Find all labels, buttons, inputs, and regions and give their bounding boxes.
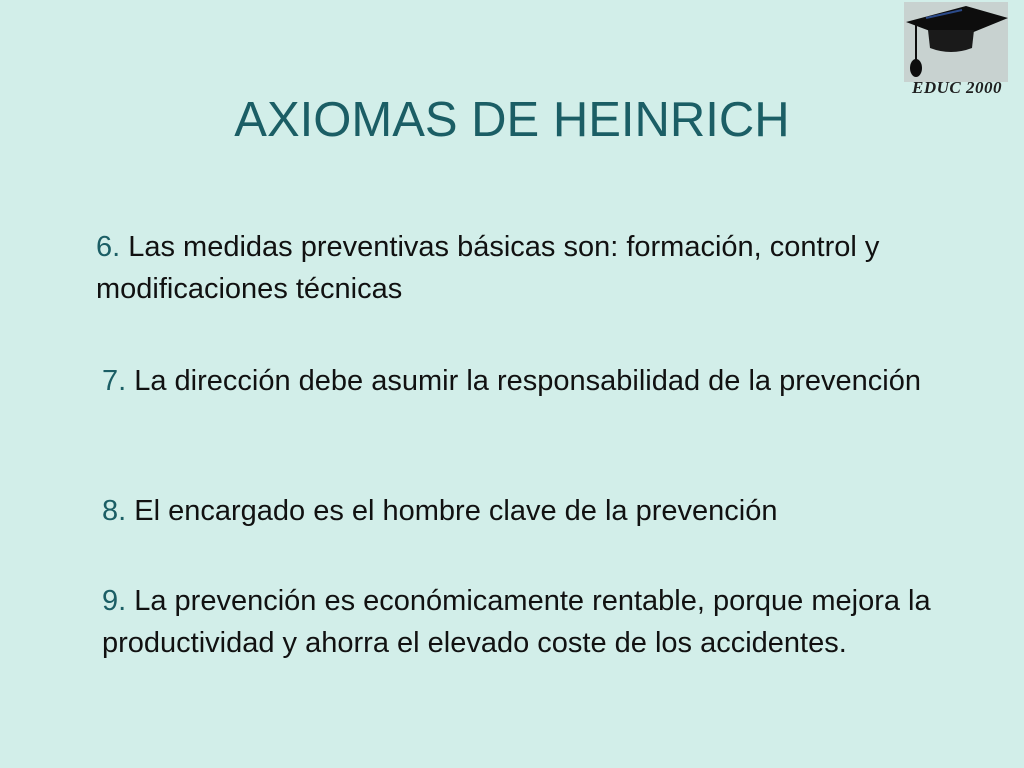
graduation-cap-icon [896, 0, 1014, 84]
page-title: AXIOMAS DE HEINRICH [234, 93, 790, 147]
item-text: El encargado es el hombre clave de la prevención [126, 495, 778, 527]
list-item [102, 580, 982, 664]
logo-text: EDUC 2000 [912, 78, 1002, 97]
item-number: 7. [102, 365, 127, 397]
item-text: Las medidas preventivas básicas son: formación, control y modificaciones técnicas [96, 231, 880, 305]
list-item [102, 490, 982, 532]
item-number: 6. [96, 231, 121, 263]
item-number: 8. [102, 495, 127, 527]
item-text: La dirección debe asumir la responsabilidad de la prevención [126, 365, 921, 397]
item-number: 9. [102, 585, 127, 617]
item-text: La prevención es económicamente rentable, porque mejora la productividad y ahorra el elevado coste de los accidentes. [102, 585, 931, 659]
list-item [102, 360, 982, 402]
list-item [96, 226, 976, 310]
